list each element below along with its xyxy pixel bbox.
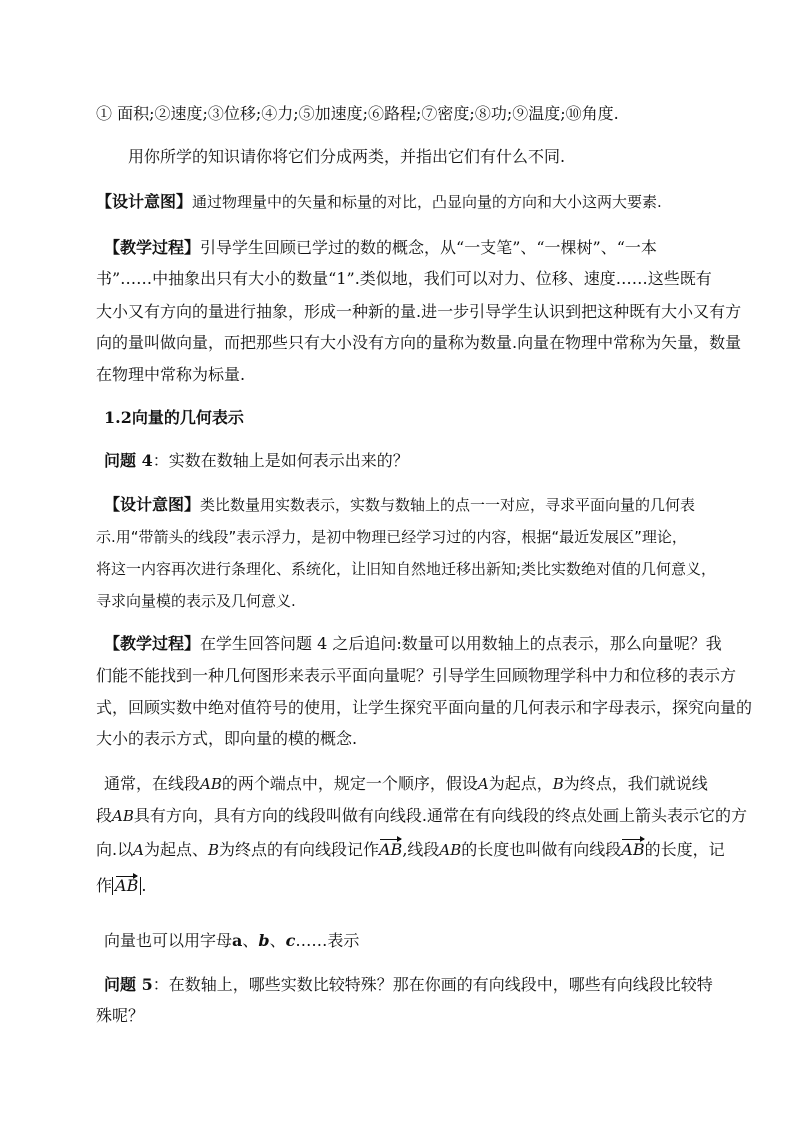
segment-symbol: AB [439, 841, 462, 859]
quantity-list-text: ① 面积;②速度;③位移;④力;⑤加速度;⑥路程;⑦密度;⑧功;⑨温度;⑩角度. [96, 104, 619, 123]
paragraph-line [96, 666, 736, 686]
design-intent-heading: 【设计意图】 [104, 495, 201, 514]
paragraph-line [96, 559, 716, 579]
paragraph-text: 寻求向量模的表示及几何意义. [96, 592, 296, 610]
teaching-process-heading: 【教学过程】 [104, 634, 201, 653]
paragraph-text: 殊呢？ [96, 1006, 145, 1025]
text-run: 通常，在线段 [104, 774, 201, 793]
point-symbol: A [477, 775, 489, 793]
design-intent-1 [96, 192, 662, 212]
paragraph-text: 大小的表示方式，即向量的模的概念. [96, 729, 358, 748]
question-text: ：在数轴上，哪些实数比较特殊？那在你画的有向线段中，哪些有向线段比较特 [152, 975, 713, 994]
paragraph-line [96, 806, 747, 826]
text-run: 、 [269, 931, 286, 950]
paragraph-line [96, 840, 725, 860]
section-heading [104, 408, 244, 428]
text-run: 具有方向，具有方向的线段叫做有向线段.通常在有向线段的终点处画上箭头表示它的方 [133, 806, 747, 825]
text-run: 的长度，记 [644, 840, 725, 859]
teaching-process-2 [104, 634, 722, 654]
point-symbol: B [207, 841, 219, 859]
paragraph-line [96, 365, 245, 385]
paragraph-line [96, 1006, 144, 1026]
text-run: ,线段 [402, 840, 440, 859]
paragraph-text: 书”……中抽象出只有大小的数量“1”.类似地，我们可以对力、位移、速度……这些既有 [96, 269, 712, 288]
question-5 [104, 975, 713, 995]
vector-letter: a [232, 931, 243, 950]
paragraph-line [96, 527, 687, 547]
text-run: 的长度也叫做有向线段 [461, 840, 622, 859]
design-intent-text: 通过物理量中的矢量和标量的对比，凸显向量的方向和大小这两大要素. [192, 193, 662, 211]
text-run: ……表示 [295, 931, 360, 950]
paragraph-text: 向的量叫做向量，而把那些只有大小没有方向的量称为数量.向量在物理中常称为矢量，数量 [96, 333, 742, 352]
paragraph-line [96, 729, 357, 749]
paragraph-text: 将这一内容再次进行条理化、系统化，让旧知自然地迁移出新知;类比实数绝对值的几何意义， [96, 560, 717, 578]
point-symbol: B [552, 775, 564, 793]
paragraph-line [96, 269, 712, 289]
paragraph-text: 们能不能找到一种几何图形来表示平面向量呢？引导学生回顾物理学科中力和位移的表示方 [96, 666, 737, 685]
segment-symbol: AB [200, 775, 222, 793]
vector-magnitude [112, 877, 141, 895]
design-intent-heading: 【设计意图】 [96, 192, 193, 211]
design-intent-2 [104, 495, 695, 515]
vector-letter: b [258, 931, 270, 950]
point-symbol: A [133, 841, 144, 859]
paragraph-text: 示.用“带箭头的线段”表示浮力，是初中物理已经学习过的内容，根据“最近发展区”理论， [96, 528, 687, 546]
text-run: 为起点、 [143, 840, 208, 859]
classification-prompt [128, 147, 565, 167]
section-heading-text: 1.2向量的几何表示 [104, 408, 244, 427]
text-run: . [141, 876, 147, 895]
paragraph-line [96, 591, 296, 611]
paragraph-text: 式，回顾实数中绝对值符号的使用，让学生探究平面向量的几何表示和字母表示，探究向量的 [96, 698, 753, 717]
segment-symbol: AB [112, 807, 134, 825]
paragraph-text: 大小又有方向的量进行抽象，形成一种新的量.进一步引导学生认识到把这种既有大小又有方 [96, 302, 742, 321]
text-run: 向.以 [96, 840, 134, 859]
text-run: 为终点的有向线段记作 [218, 840, 379, 859]
paragraph-line [96, 876, 146, 896]
paragraph-line [96, 698, 752, 718]
letter-notation [104, 931, 359, 951]
question-label: 问题 4 [104, 451, 153, 470]
text-run: 段 [96, 806, 113, 825]
vector-symbol: AB [379, 840, 403, 859]
text-run: 作 [96, 876, 113, 895]
quantity-list [96, 104, 619, 124]
question-4 [104, 451, 409, 471]
design-intent-text: 类比数量用实数表示，实数与数轴上的点一一对应，寻求平面向量的几何表 [200, 496, 696, 514]
teaching-process-text: 引导学生回顾已学过的数的概念，从“一支笔”、“一棵树”、“一本 [200, 238, 657, 257]
teaching-process-1 [104, 238, 657, 258]
vector-symbol: AB [115, 876, 139, 895]
classification-prompt-text: 用你所学的知识请你将它们分成两类，并指出它们有什么不同. [128, 147, 566, 166]
text-run: 、 [242, 931, 259, 950]
question-text: ：实数在数轴上是如何表示出来的？ [152, 451, 409, 470]
teaching-process-heading: 【教学过程】 [104, 238, 201, 257]
text-run: 的两个端点中，规定一个顺序，假设 [221, 774, 478, 793]
directed-segment-definition [104, 774, 708, 794]
teaching-process-text: 在学生回答问题 4 之后追问:数量可以用数轴上的点表示，那么向量呢？我 [200, 634, 722, 653]
text-run: 为终点，我们就说线 [563, 774, 708, 793]
text-run: 向量也可以用字母 [104, 931, 233, 950]
vector-letter: c [285, 931, 296, 950]
question-label: 问题 5 [104, 975, 153, 994]
text-run: 为起点， [488, 774, 553, 793]
vector-symbol: AB [621, 840, 645, 859]
paragraph-line [96, 302, 741, 322]
paragraph-text: 在物理中常称为标量. [96, 365, 246, 384]
paragraph-line [96, 333, 741, 353]
